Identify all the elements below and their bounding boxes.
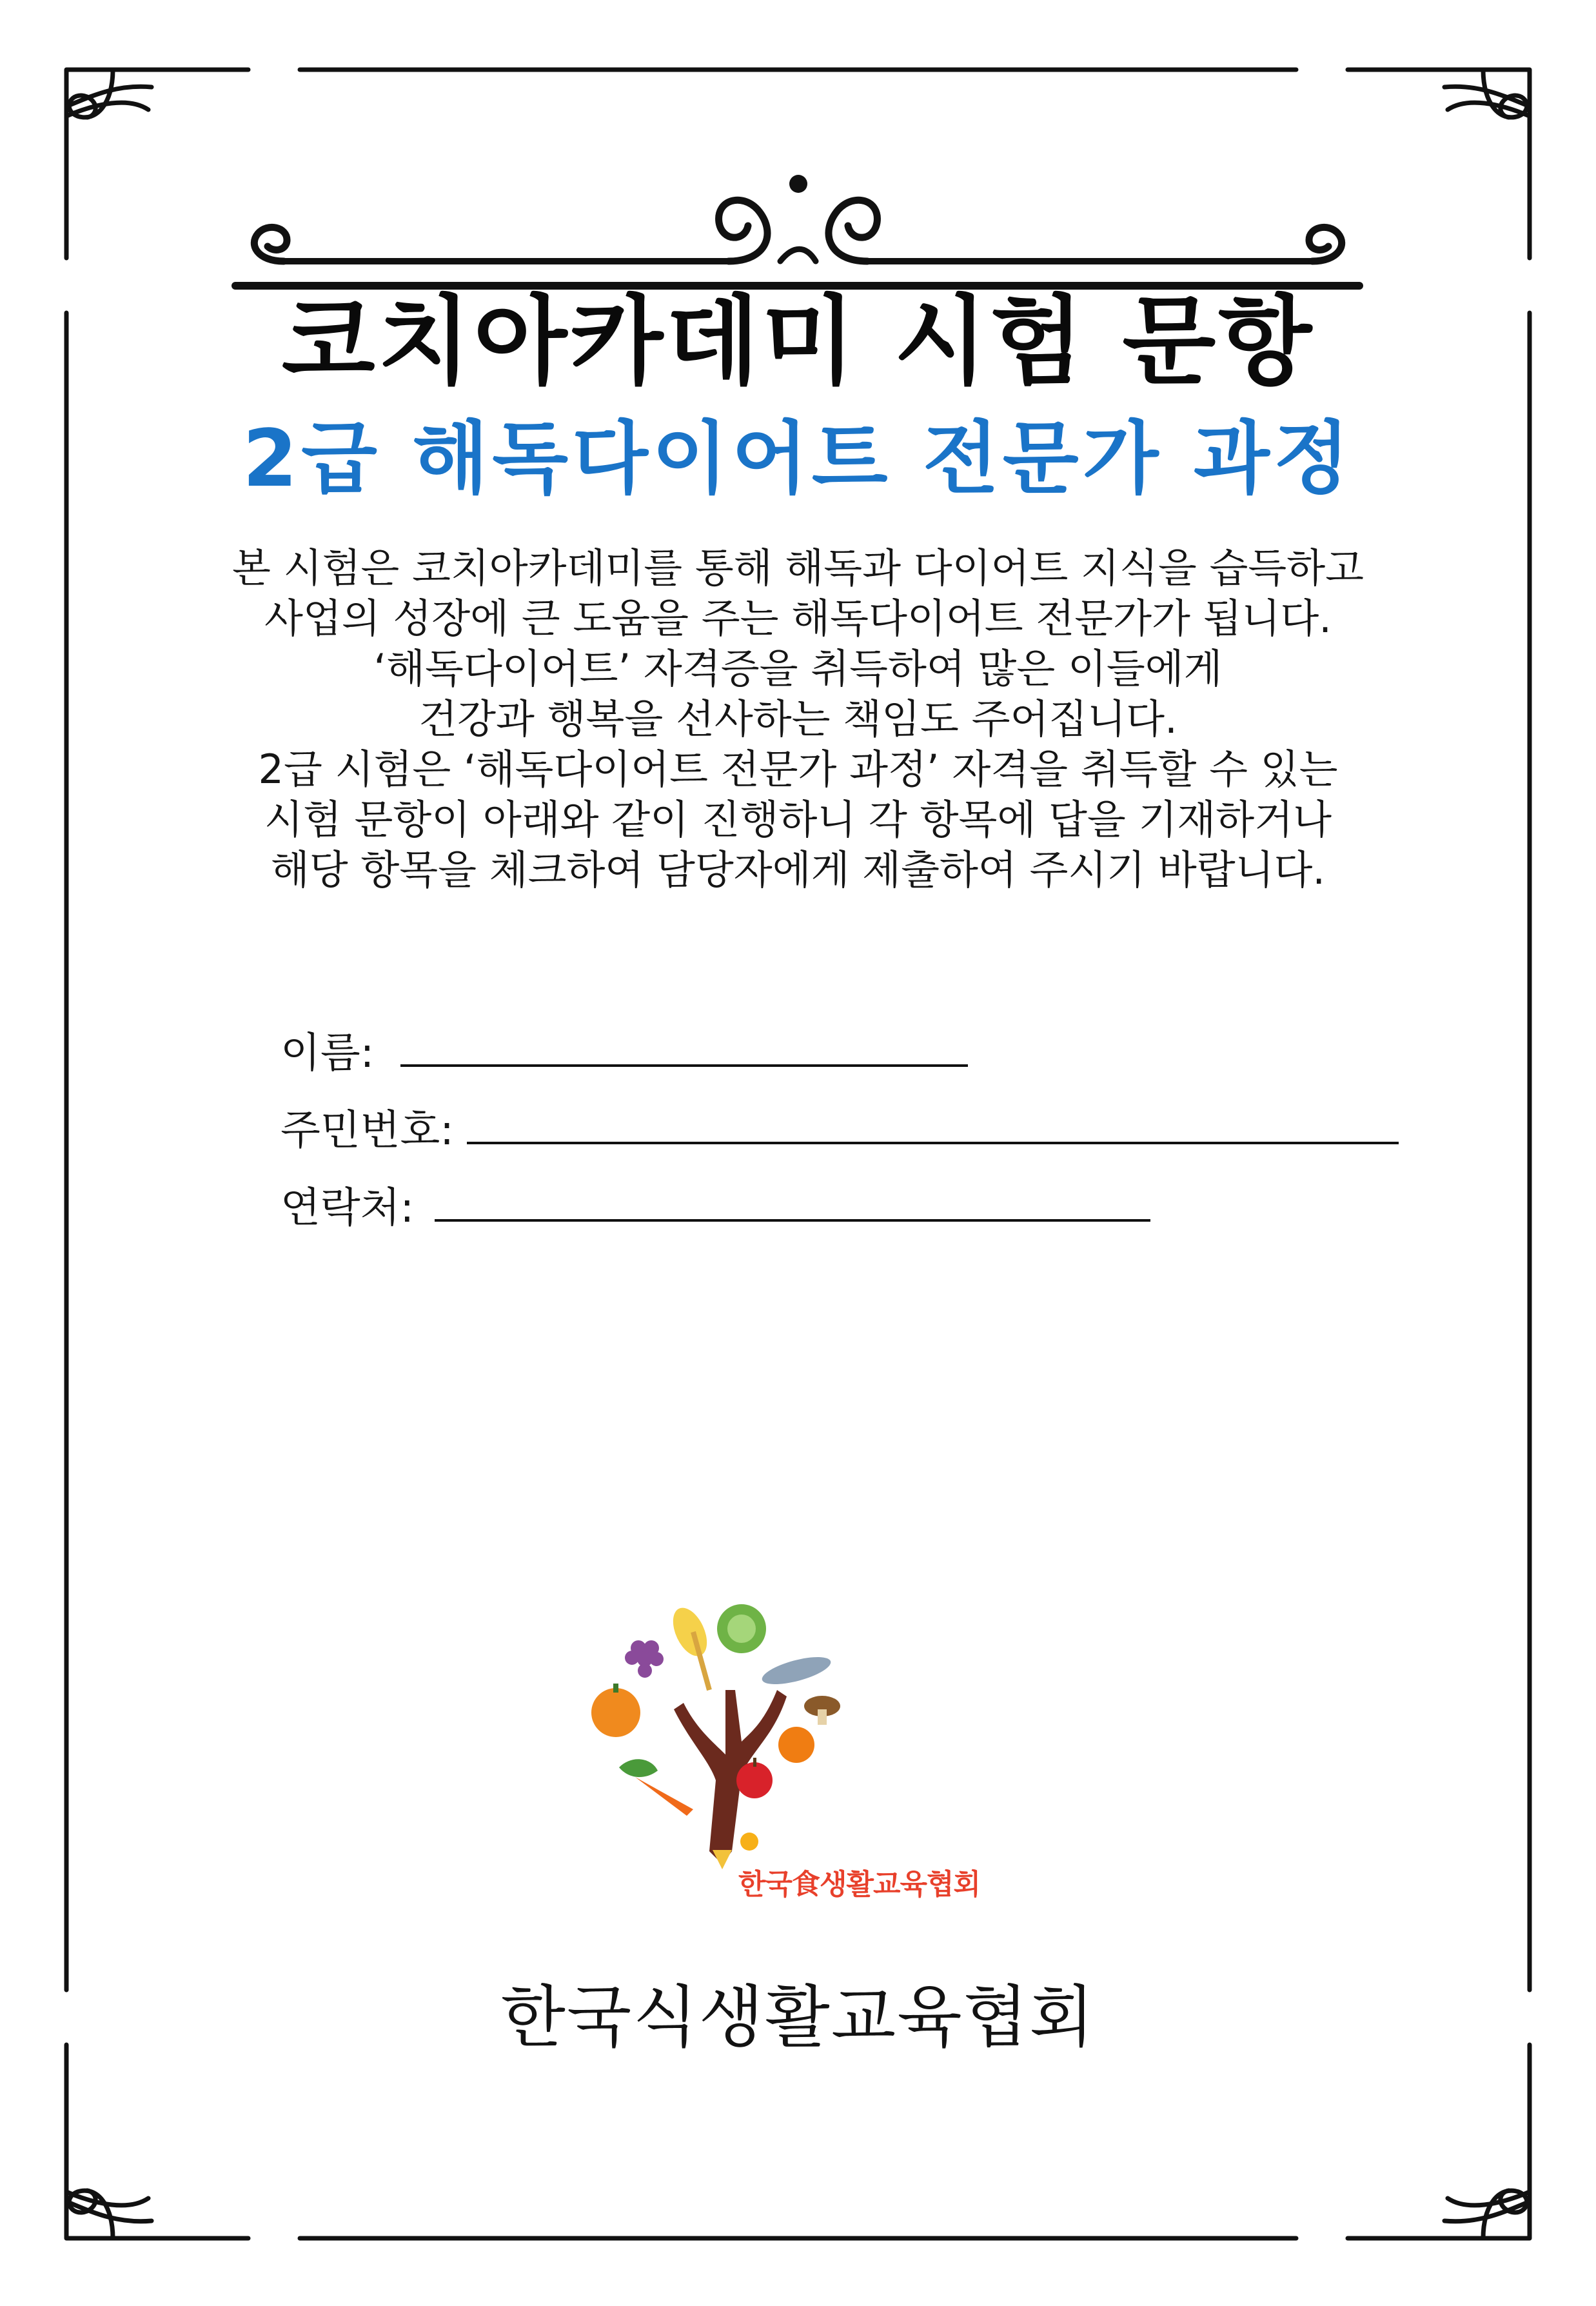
document-title: 코치아카데미 시험 문항	[281, 286, 1315, 398]
name-input-line[interactable]	[400, 1026, 968, 1067]
fruit-vegetable-tree-icon	[580, 1593, 1019, 1903]
intro-line: 건강과 행복을 선사하는 책임도 주어집니다.	[419, 695, 1177, 742]
organization-name: 한국식생활교육협회	[500, 1978, 1096, 2056]
intro-line: ‘해독다이어트’ 자격증을 취득하여 많은 이들에게	[373, 645, 1223, 692]
association-logo	[580, 1593, 1019, 1905]
id-number-field	[281, 1103, 1399, 1155]
intro-paragraph	[161, 543, 1435, 895]
intro-line: 본 시험은 코치아카데미를 통해 해독과 다이어트 지식을 습득하고	[232, 544, 1364, 591]
intro-line: 시험 문항이 아래와 같이 진행하니 각 항목에 답을 기재하거나	[264, 796, 1332, 843]
logo-text: 한국食생활교육협회	[738, 1868, 981, 1901]
name-field	[281, 1026, 968, 1077]
id-number-label: 주민번호:	[281, 1107, 454, 1155]
id-number-input-line[interactable]	[467, 1103, 1399, 1144]
contact-field	[281, 1180, 1150, 1232]
name-label: 이름:	[281, 1029, 375, 1077]
contact-label: 연락처:	[281, 1184, 415, 1232]
document-subtitle: 2급 해독다이어트 전문가 과정	[242, 413, 1354, 504]
intro-line: 해당 항목을 체크하여 담당자에게 제출하여 주시기 바랍니다.	[270, 846, 1326, 893]
intro-line: 사업의 성장에 큰 도움을 주는 해독다이어트 전문가가 됩니다.	[264, 595, 1332, 642]
contact-input-line[interactable]	[435, 1180, 1150, 1222]
intro-line: 2급 시험은 ‘해독다이어트 전문가 과정’ 자격을 취득할 수 있는	[258, 746, 1338, 793]
